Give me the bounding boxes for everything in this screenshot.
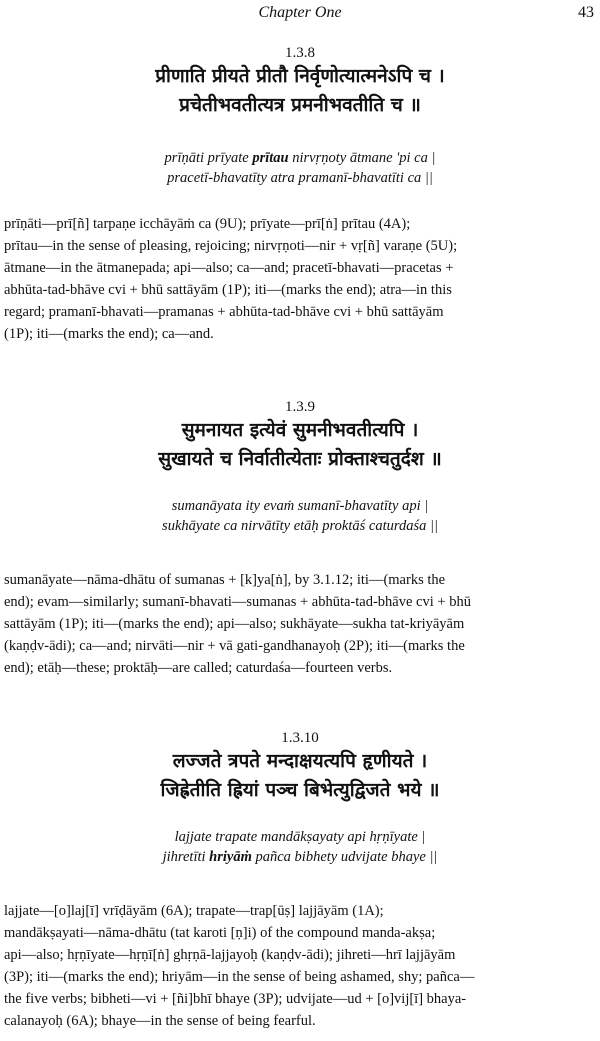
gloss-line: end); etāḥ—these; proktāḥ—are called; caturdaśa—fourteen verbs. <box>4 660 393 676</box>
transliteration-line: jihretīti hriyāṁ pañca bibhety udvijate bhaye || <box>162 849 438 865</box>
chapter-title: Chapter One <box>258 4 342 21</box>
gloss-line: mandākṣayati—nāma-dhātu (tat karoti [ṇ]i) of the compound manda-akṣa; <box>4 925 436 941</box>
gloss-line: the five verbs; bibheti—vi + [ñi]bhī bhaye (3P); udvijate—ud + [o]vij[ī] bhaya- <box>4 991 467 1007</box>
transliteration-line: lajjate trapate mandākṣayaty api hṛṇīyate | <box>174 829 426 845</box>
devanagari-line: लज्जते त्रपते मन्दाक्षयत्यपि हृणीयते । <box>172 750 428 772</box>
transliteration-line: sukhāyate ca nirvātīty etāḥ proktāś caturdaśa || <box>162 518 438 534</box>
word-gloss-1-3-10 <box>4 900 596 1032</box>
verse-block-1-3-9 <box>0 398 600 536</box>
gloss-line: (1P); iti—(marks the end); ca—and. <box>4 326 214 342</box>
gloss-line: ātmane—in the ātmanepada; api—also; ca—and; pracetī-bhavati—pracetas + <box>4 260 454 276</box>
verse-number: 1.3.8 <box>285 45 315 61</box>
verse-block-1-3-8 <box>0 44 600 188</box>
word-gloss-1-3-8 <box>4 213 596 345</box>
verse-number: 1.3.9 <box>285 399 315 415</box>
transliteration-line: sumanāyata ity evaṁ sumanī-bhavatīty api | <box>171 498 429 514</box>
gloss-line: (3P); iti—(marks the end); hriyām—in the sense of being ashamed, shy; pañca— <box>4 969 475 985</box>
verse-number: 1.3.10 <box>281 730 319 746</box>
devanagari-line: सुखायते च निर्वातीत्येताः प्रोक्ताश्चतुर्दश ॥ <box>158 448 442 470</box>
devanagari-line: प्रचेतीभवतीत्यत्र प्रमनीभवतीति च ॥ <box>179 94 421 116</box>
running-head <box>0 4 600 26</box>
devanagari-line: सुमनायत इत्येवं सुमनीभवतीत्यपि । <box>181 419 419 441</box>
transliteration-line: prīṇāti prīyate prītau nirvṛṇoty ātmane 'pi ca | <box>164 150 436 166</box>
gloss-line: abhūta-tad-bhāve cvi + bhū sattāyām (1P); iti—(marks the end); atra—in this <box>4 282 452 298</box>
transliteration-line: pracetī-bhavatīty atra pramanī-bhavatīti ca || <box>167 170 433 186</box>
gloss-line: api—also; hṛṇīyate—hṛṇī[ṅ] ghṛṇā-lajjayoḥ (kaṇḍv-ādi); jihreti—hrī lajjāyām <box>4 947 456 963</box>
gloss-line: sattāyām (1P); iti—(marks the end); api—also; sukhāyate—sukha tat-kriyāyām <box>4 616 465 632</box>
page-number: 43 <box>578 4 594 21</box>
word-gloss-1-3-9 <box>4 569 596 679</box>
gloss-line: (kaṇḍv-ādi); ca—and; nirvāti—nir + vā gati-gandhanayoḥ (2P); iti—(marks the <box>4 638 465 654</box>
devanagari-line: प्रीणाति प्रीयते प्रीतौ निर्वृणोत्यात्मनेऽपि च । <box>155 65 445 87</box>
devanagari-line: जिह्रेतीति ह्रियां पञ्च बिभेत्युद्विजते भये ॥ <box>160 779 440 801</box>
gloss-line: sumanāyate—nāma-dhātu of sumanas + [k]ya[ṅ], by 3.1.12; iti—(marks the <box>4 572 446 588</box>
gloss-line: lajjate—[o]laj[ī] vrīḍāyām (6A); trapate—trap[ūṣ] lajjāyām (1A); <box>4 903 384 919</box>
gloss-line: regard; pramanī-bhavati—pramanas + abhūta-tad-bhāve cvi + bhū sattāyām <box>4 304 444 320</box>
verse-block-1-3-10 <box>0 729 600 867</box>
gloss-line: prīṇāti—prī[ñ] tarpaṇe icchāyāṁ ca (9U); prīyate—prī[ṅ] prītau (4A); <box>4 216 411 232</box>
gloss-line: prītau—in the sense of pleasing, rejoicing; nirvṛṇoti—nir + vṛ[ñ] varaṇe (5U); <box>4 238 458 254</box>
gloss-line: calanayoḥ (6A); bhaye—in the sense of being fearful. <box>4 1013 316 1029</box>
gloss-line: end); evam—similarly; sumanī-bhavati—sumanas + abhūta-tad-bhāve cvi + bhū <box>4 594 471 610</box>
